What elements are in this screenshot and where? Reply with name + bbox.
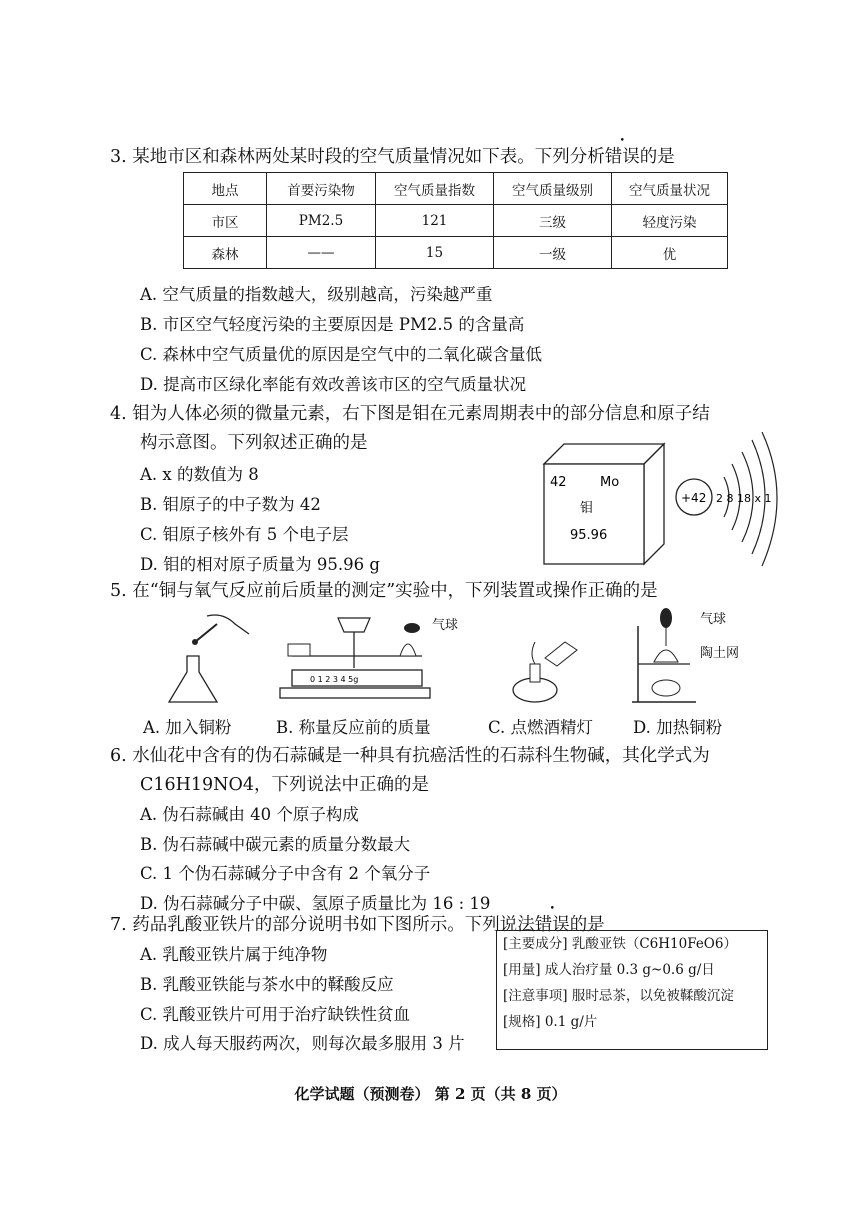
element-name: 钼 bbox=[580, 501, 594, 516]
q6-option-d: D. 伪石蒜碱分子中碳、氢原子质量比为 16 : 19 bbox=[140, 894, 491, 913]
caption-a: A. 加入铜粉 bbox=[143, 718, 232, 737]
q4-option-c: C. 钼原子核外有 5 个电子层 bbox=[140, 525, 349, 544]
svg-text:0 1 2 3 4 5g: 0 1 2 3 4 5g bbox=[310, 675, 359, 684]
balloon-label-b: 气球 bbox=[432, 618, 459, 633]
page-footer: 化学试题（预测卷） 第 2 页（共 8 页） bbox=[294, 1085, 567, 1103]
element-symbol: Mo bbox=[600, 475, 620, 490]
table-cell: 15 bbox=[376, 237, 494, 269]
q4-option-b: B. 钼原子的中子数为 42 bbox=[140, 495, 321, 514]
q3-option-b: B. 市区空气轻度污染的主要原因是 PM2.5 的含量高 bbox=[140, 315, 525, 334]
q3-option-c: C. 森林中空气质量优的原因是空气中的二氧化碳含量低 bbox=[140, 345, 543, 364]
table-cell: 一级 bbox=[494, 237, 612, 269]
drug-label-box bbox=[496, 930, 768, 1050]
label-dosage: [用量] 成人治疗量 0.3 g~0.6 g/日 bbox=[503, 962, 715, 978]
label-spec: [规格] 0.1 g/片 bbox=[503, 1014, 598, 1030]
q4-stem-line2: 构示意图。下列叙述正确的是 bbox=[140, 433, 368, 453]
q3-option-a: A. 空气质量的指数越大，级别越高，污染越严重 bbox=[140, 285, 493, 304]
q6-option-b: B. 伪石蒜碱中碳元素的质量分数最大 bbox=[140, 835, 411, 854]
element-cube-figure bbox=[540, 440, 670, 570]
label-ingredient: [主要成分] 乳酸亚铁（C6H10FeO6） bbox=[503, 936, 737, 952]
table-header: 空气质量级别 bbox=[494, 173, 612, 205]
table-cell: —— bbox=[267, 237, 376, 269]
nucleus-charge: +42 bbox=[681, 491, 707, 505]
figure-a-flask bbox=[165, 610, 265, 710]
table-row bbox=[184, 205, 728, 237]
table-header: 空气质量状况 bbox=[612, 173, 728, 205]
q7-option-d: D. 成人每天服药两次，则每次最多服用 3 片 bbox=[140, 1034, 465, 1053]
q6-stem-line2: C16H19NO4，下列说法中正确的是 bbox=[140, 775, 429, 795]
table-header: 首要污染物 bbox=[267, 173, 376, 205]
q6-option-c: C. 1 个伪石蒜碱分子中含有 2 个氧分子 bbox=[140, 864, 431, 883]
table-cell: 121 bbox=[376, 205, 494, 237]
table-cell: 轻度污染 bbox=[612, 205, 728, 237]
q7-option-b: B. 乳酸亚铁能与茶水中的鞣酸反应 bbox=[140, 975, 394, 994]
q3-stem: 3. 某地市区和森林两处某时段的空气质量情况如下表。下列分析错误的是 bbox=[110, 147, 675, 167]
table-cell: 优 bbox=[612, 237, 728, 269]
q7-option-a: A. 乳酸亚铁片属于纯净物 bbox=[140, 945, 328, 964]
table-cell: 三级 bbox=[494, 205, 612, 237]
q4-stem-line1: 4. 钼为人体必须的微量元素，右下图是钼在元素周期表中的部分信息和原子结 bbox=[110, 404, 710, 424]
table-cell: PM2.5 bbox=[267, 205, 376, 237]
air-quality-table bbox=[183, 172, 728, 269]
figure-c-alcohol-lamp bbox=[505, 628, 585, 708]
table-cell: 市区 bbox=[184, 205, 267, 237]
figure-d-heating bbox=[630, 606, 700, 710]
q6-option-a: A. 伪石蒜碱由 40 个原子构成 bbox=[140, 805, 359, 824]
label-caution: [注意事项] 服时忌茶，以免被鞣酸沉淀 bbox=[503, 988, 734, 1004]
caption-b: B. 称量反应前的质量 bbox=[276, 718, 431, 737]
q7-stem: 7. 药品乳酸亚铁片的部分说明书如下图所示。下列说法错误的是 bbox=[110, 915, 605, 935]
atom-structure-figure bbox=[672, 432, 792, 572]
table-header: 地点 bbox=[184, 173, 267, 205]
electron-shells: 2 8 18 x 1 bbox=[716, 492, 772, 505]
table-header-row bbox=[184, 173, 728, 205]
q6-stem-line1: 6. 水仙花中含有的伪石蒜碱是一种具有抗癌活性的石蒜科生物碱，其化学式为 bbox=[110, 746, 710, 766]
balloon-label-d: 气球 bbox=[700, 612, 727, 627]
q3-option-d: D. 提高市区绿化率能有效改善该市区的空气质量状况 bbox=[140, 375, 527, 394]
q7-option-c: C. 乳酸亚铁片可用于治疗缺铁性贫血 bbox=[140, 1005, 411, 1024]
q4-option-a: A. x 的数值为 8 bbox=[140, 465, 259, 484]
element-mass: 95.96 bbox=[570, 528, 608, 543]
table-row bbox=[184, 237, 728, 269]
table-cell: 森林 bbox=[184, 237, 267, 269]
q5-stem: 5. 在“铜与氧气反应前后质量的测定”实验中，下列装置或操作正确的是 bbox=[110, 581, 658, 601]
q4-option-d: D. 钼的相对原子质量为 95.96 g bbox=[140, 555, 380, 574]
element-number: 42 bbox=[550, 475, 567, 490]
caption-d: D. 加热铜粉 bbox=[633, 718, 723, 737]
gauze-label: 陶土网 bbox=[700, 646, 740, 661]
table-header: 空气质量指数 bbox=[376, 173, 494, 205]
figure-b-balance bbox=[272, 608, 432, 708]
caption-c: C. 点燃酒精灯 bbox=[488, 718, 594, 737]
